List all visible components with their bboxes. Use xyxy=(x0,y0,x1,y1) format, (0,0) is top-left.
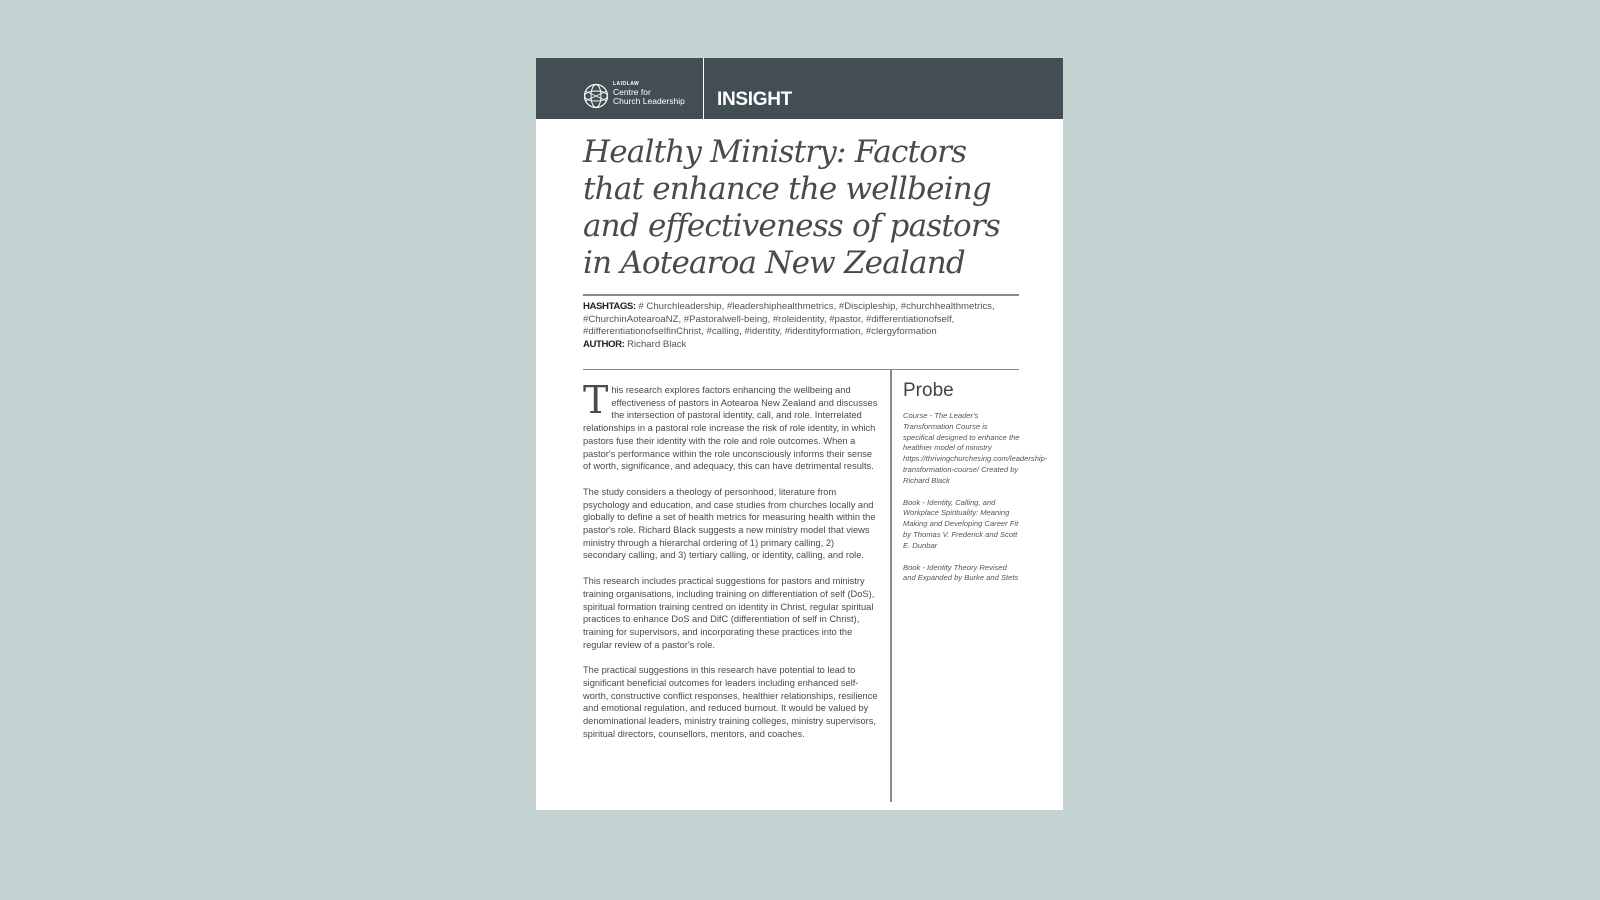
sidebar-item: Book - Identity, Calling, and Workplace Spirituality: Meaning Making and Developing Career Fit by Thomas V. Frederick and Scott E. Dunbar xyxy=(903,497,1019,550)
centre-logo xyxy=(583,80,693,110)
column-divider xyxy=(890,370,892,802)
globe-icon xyxy=(583,83,609,109)
header-band xyxy=(536,58,1063,119)
document-page xyxy=(536,58,1063,810)
metadata xyxy=(583,301,1023,352)
paragraph-1 xyxy=(583,378,878,473)
logo-line-2: Church Leadership xyxy=(613,96,685,106)
author: Richard Black xyxy=(627,339,687,351)
body-text xyxy=(583,378,878,754)
meta-rule xyxy=(583,369,1019,370)
author-label: AUTHOR: xyxy=(583,339,625,351)
document-title: Healthy Ministry: Factors that enhance the wellbeing and effectiveness of pastors in Aotearoa New Zealand xyxy=(583,134,1001,281)
title-rule xyxy=(583,294,1019,296)
hashtags-label: HASHTAGS: xyxy=(583,301,636,312)
sidebar-item: Course - The Leader's Transformation Course is specifical designed to enhance the healthier model of ministry https://thrivingchurchesing.com/leadership-transformation-course/ Created by Richard Black xyxy=(903,411,1048,485)
sidebar xyxy=(903,380,1048,595)
paragraph-1-text: his research explores factors enhancing the wellbeing and effectiveness of pastors in Aotearoa New Zealand and discusses the intersection of pastoral identity, call, and role. Interrelated relationships in a pastoral role increase the risk of role identity, in which pastors fuse their identity with the role and role outcomes. When a pastor's performance within the role unconsciously informs their sense of worth, significance, and adequacy, this can have detrimental results. xyxy=(583,385,878,472)
hashtags: # Churchleadership, #leadershiphealthmetrics, #Discipleship, #churchhealthmetrics, #ChurchinAotearoaNZ, #Pastoralwell-being, #roleidentity, #pastor, #differentiationofself, #differentiationofselfinChrist, #calling, #identity, #identityformation, #clergyformation xyxy=(583,301,995,338)
sidebar-item: Book - Identity Theory Revised and Expanded by Burke and Stets xyxy=(903,562,1019,583)
paragraph-2: The study considers a theology of personhood, literature from psychology and education, and case studies from churches locally and globally to define a set of health metrics for measuring health within the pastor's role. Richard Black suggests a new ministry model that views ministry through a hierarchal ordering of 1) primary calling, 2) secondary calling, and 3) tertiary calling, or identity, calling, and role. xyxy=(583,486,876,561)
paragraph-3: This research includes practical suggestions for pastors and ministry training organisations, including training on differentiation of self (DoS), spiritual formation training centred on identity in Christ, regular spiritual practices to enhance DoS and DifC (differentiation of self in Christ), training for supervisors, and incorporating these practices into the regular review of a pastor's role. xyxy=(583,576,875,650)
header-divider xyxy=(703,58,704,119)
section-label: INSIGHT xyxy=(717,89,792,110)
logo-line-1: Centre for xyxy=(613,87,651,97)
logo-small-text: LAIDLAW xyxy=(613,81,640,87)
paragraph-4: The practical suggestions in this research have potential to lead to significant beneficial outcomes for leaders including enhanced self-worth, constructive conflict responses, healthier relationships, resilience and emotional regulation, and reduced burnout. It would be valued by denominational leaders, ministry training colleges, ministry supervisors, spiritual directors, counsellors, mentors, and coaches. xyxy=(583,665,878,739)
sidebar-heading: Probe xyxy=(903,380,954,401)
drop-cap: T xyxy=(583,378,609,422)
